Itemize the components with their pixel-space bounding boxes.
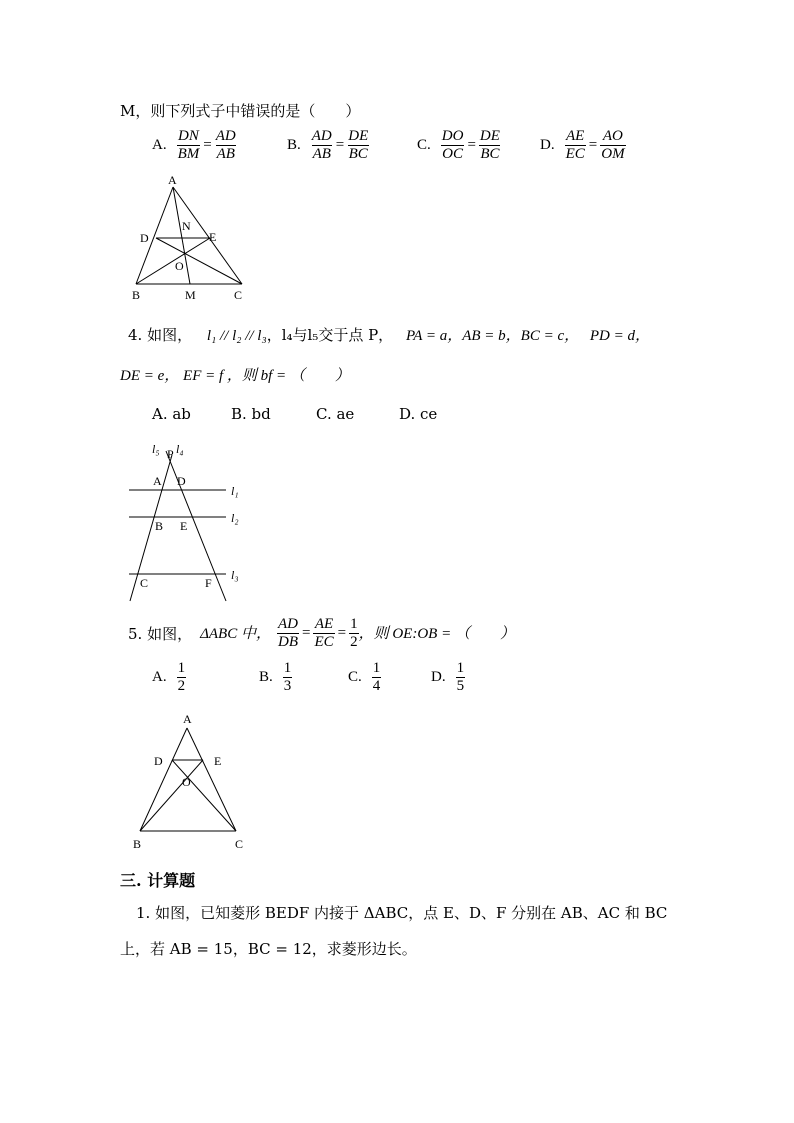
fig-label-e: E [214, 754, 222, 768]
fig-label-d: D [177, 474, 186, 488]
fig-label-l2: l₂ [231, 511, 239, 525]
calc-problem-1-line2: 上，若 AB = 15，BC = 12，求菱形边长。 [120, 940, 417, 958]
fig-label-a: A [168, 173, 177, 187]
fraction: $\frac{AE}{EC}$ [314, 616, 334, 650]
q5-stem: 5. 如图， ΔABC 中， $\frac{AD}{DB}$ = $\frac{AE}{EC}$ = $\frac{1}{2}$ ，则 OE:OB = （ ） [128, 616, 515, 650]
q5-option-b: B. $\frac{1}{3}$ [259, 660, 292, 694]
fig-label-d: D [154, 754, 163, 768]
fig-label-o: O [182, 775, 191, 789]
q4-option-b: B. bd [231, 405, 271, 423]
section-heading: 三. 计算题 [120, 871, 196, 890]
q5-option-a: A. $\frac{1}{2}$ [152, 660, 186, 694]
q4-option-d: D. ce [399, 405, 438, 423]
fig-label-p: P [167, 447, 174, 461]
q3-option-d: D. $\frac{AE}{EC}$ = $\frac{AO}{OM}$ [540, 128, 625, 162]
fig-label-l4: l₄ [176, 442, 184, 456]
fig-label-n: N [182, 219, 191, 233]
q4-option-a: A. ab [152, 405, 191, 423]
fig-label-c: C [234, 288, 243, 302]
q5-tail: ，则 OE:OB = （ ） [358, 625, 515, 642]
q4-stem-line1: 4. 如图， l₁ // l₂ // l₃，l₄与l₅交于点 P， PA = a，AB = b，BC = c， PD = d， [128, 326, 651, 344]
fig-label-c: C [140, 576, 149, 590]
q4-option-c: C. ae [316, 405, 355, 423]
q3-option-a: A. $\frac{DN}{BM}$ = $\frac{AD}{AB}$ [152, 128, 236, 162]
q3-stem: M，则下列式子中错误的是（ ） [120, 102, 361, 120]
fig-label-d: D [140, 231, 149, 245]
fig-label-l3: l₃ [231, 568, 239, 582]
fraction: $\frac{AD}{AB}$ [215, 128, 236, 162]
fig-label-c: C [235, 837, 244, 851]
q3-option-c: C. $\frac{DO}{OC}$ = $\frac{DE}{BC}$ [417, 128, 500, 162]
q4-stem-line2: DE = e， EF = f ，则 bf = （ ） [120, 368, 350, 384]
fig-label-e: E [209, 230, 217, 244]
fig-label-b: B [133, 837, 142, 851]
q5-option-d: D. $\frac{1}{5}$ [431, 660, 465, 694]
q5-option-c: C. $\frac{1}{4}$ [348, 660, 381, 694]
fraction: $\frac{1}{2}$ [350, 616, 358, 650]
calc-problem-1-line1: 1. 如图，已知菱形 BEDF 内接于 ΔABC，点 E、D、F 分别在 AB、AC 和 BC [136, 904, 668, 922]
fraction: $\frac{DN}{BM}$ [177, 128, 200, 162]
fig-label-m: M [185, 288, 196, 302]
fig-label-b: B [155, 519, 164, 533]
q5-triangle-figure [128, 708, 258, 858]
option-label: A. [152, 137, 167, 153]
fig-label-o: O [175, 259, 184, 273]
q5-triangle: ΔABC 中， [200, 625, 271, 642]
q4-parallel-lines-figure [122, 437, 252, 605]
fraction: $\frac{AD}{DB}$ [277, 616, 298, 650]
fig-label-l5: l₅ [152, 442, 160, 456]
fig-label-e: E [180, 519, 188, 533]
fig-label-b: B [132, 288, 141, 302]
fig-label-a: A [183, 712, 192, 726]
q3-triangle-figure [128, 172, 258, 307]
q3-option-b: B. $\frac{AD}{AB}$ = $\frac{DE}{BC}$ [287, 128, 369, 162]
fig-label-a: A [153, 474, 162, 488]
fig-label-f: F [205, 576, 212, 590]
fig-label-l1: l₁ [231, 484, 239, 498]
q5-number: 5. 如图， [128, 624, 193, 643]
